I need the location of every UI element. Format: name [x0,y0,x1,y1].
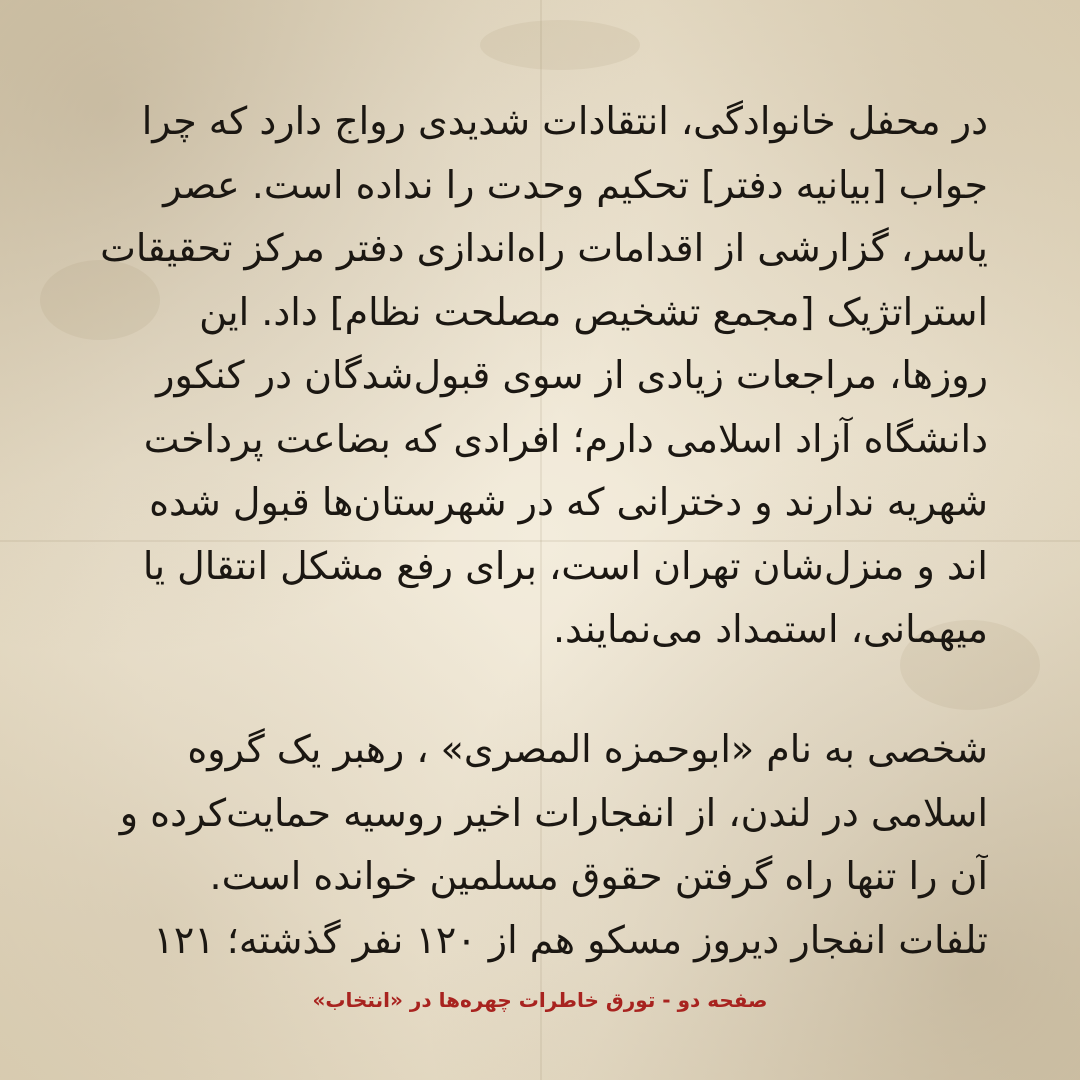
text-line: میهمانی، استمداد می‌نمایند. [552,607,988,651]
text-line: استراتژیک [مجمع تشخیص مصلحت نظام] داد. این [199,289,988,334]
text-line: شخصی به نام «ابوحمزه المصری» ، رهبر یک گروه [187,727,988,771]
text-line: در محفل خانوادگی، انتقادات شدیدی رواج دارد که چرا [141,99,988,143]
text-line: اند و منزل‌شان تهران است، برای رفع مشکل انتقال یا [142,543,988,588]
text-line: یاسر، گزارشی از اقدامات راه‌اندازی دفتر مرکز تحقیقات [100,226,988,270]
text-line: جواب [بیانیه دفتر] تحکیم وحدت را نداده است. عصر [163,162,988,207]
text-line: تلفات انفجار دیروز مسکو هم از ۱۲۰ نفر گذشته؛ ۱۲۱ [153,917,988,962]
text-line: آن را تنها راه گرفتن حقوق مسلمین خوانده است. [209,854,988,898]
text-line: شهریه ندارند و دخترانی که در شهرستان‌ها قبول شده [149,480,988,524]
text-line: اسلامی در لندن، از انفجارات اخیر روسیه حمایت‌کرده و [119,790,988,835]
text-line: دانشگاه آزاد اسلامی دارم؛ افرادی که بضاعت پرداخت [143,416,988,461]
text-line: روزها، مراجعات زیادی از سوی قبول‌شدگان در کنکور [156,353,988,397]
paragraph-first [92,90,988,662]
paper-stain [480,20,640,70]
page-caption: صفحه دو - تورق خاطرات چهره‌ها در «انتخاب» [312,988,768,1012]
paragraph-second [92,718,988,972]
